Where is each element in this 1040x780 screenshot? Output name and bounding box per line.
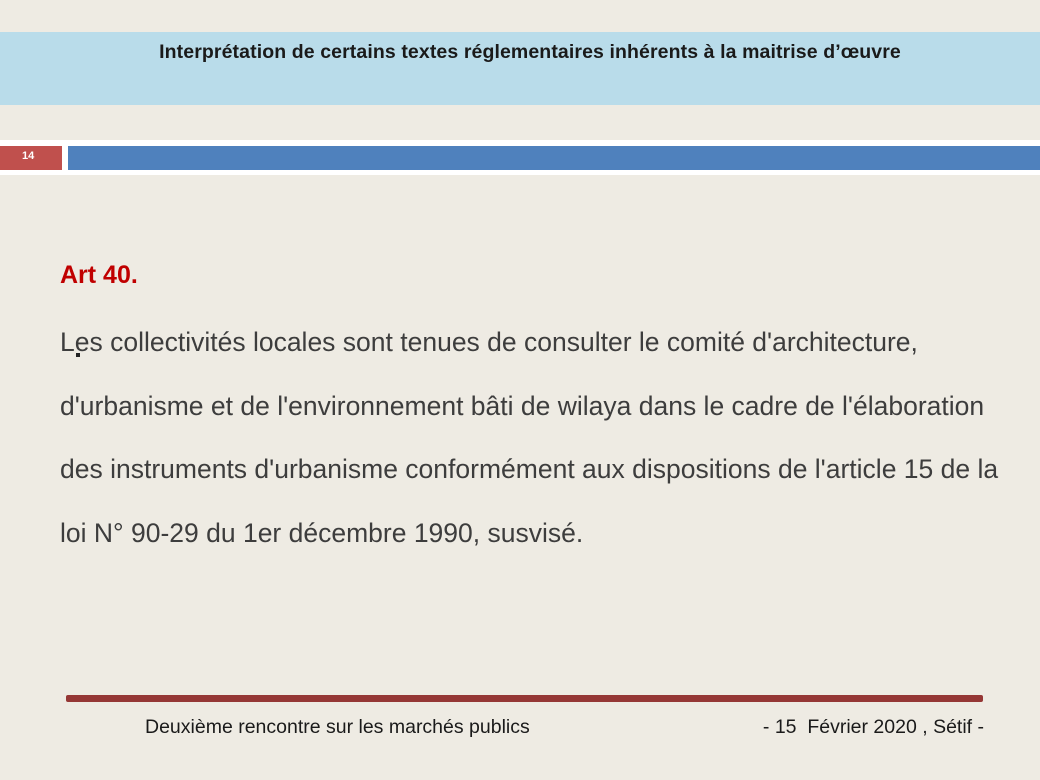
article-body: Les collectivités locales sont tenues de consulter le comité d'architecture, d'urbanisme et de l'environnement bâti de wilaya dans le cadre de l'élaboration des instruments d'urbanisme conformément aux dispositions de l'article 15 de la loi N° 90-29 du 1er décembre 1990, susvisé. (60, 327, 999, 548)
footer-event-title: Deuxième rencontre sur les marchés publics (145, 716, 530, 738)
article-title: Art 40. (60, 261, 138, 289)
slide-number: 14 (22, 150, 35, 162)
slide-header-title: Interprétation de certains textes réglementaires inhérents à la maitrise d’œuvre (159, 41, 901, 63)
title-bar (68, 146, 1040, 170)
footer-date-place: - 15 Février 2020 , Sétif - (762, 716, 984, 738)
footer-divider (66, 695, 983, 702)
